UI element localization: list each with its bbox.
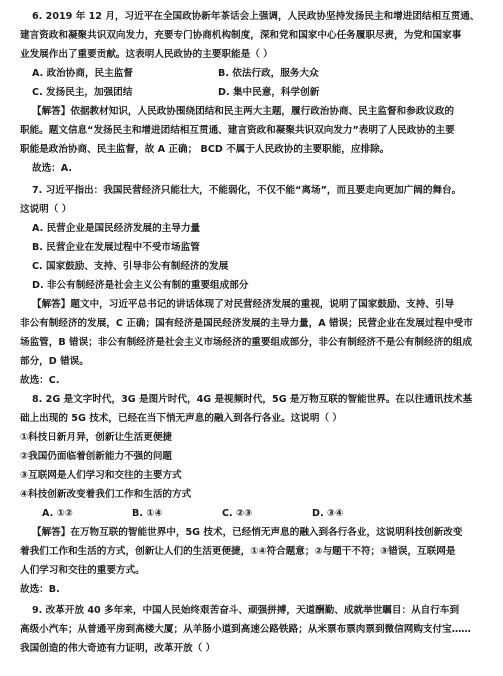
- q8-analysis-line-1: 【解答】在万物互联的智能世界中，5G 技术，已经悄无声息的融入到各行各业，这说明科技创新改变: [32, 527, 463, 538]
- q7-analysis-line-2: 非公有制经济的发展，C 正确；国有经济是国民经济发展的主导力量，A 错误；民营企业在发展过程中受市: [20, 318, 473, 329]
- q6-option-c: C. 发扬民主，加强团结: [32, 87, 133, 98]
- q8-statement-1: ①科技日新月异，创新让生活更便捷: [20, 432, 173, 443]
- q8-statement-3: ③互联网是人们学习和交往的主要方式: [20, 470, 182, 481]
- q8-statement-2: ②我国仍面临着创新能力不强的问题: [20, 451, 173, 462]
- q8-stem-line-1: 8. 2G 是文字时代，3G 是图片时代，4G 是视频时代，5G 是万物互联的智能世界。在以往通讯技术基: [32, 394, 473, 405]
- q8-option-d: D. ③④: [312, 508, 344, 519]
- q6-option-d: D. 集中民意，科学创新: [218, 87, 320, 98]
- q6-analysis-line-1: 【解答】依据教材知识，人民政协围绕团结和民主两大主题，履行政治协商、民主监督和参政议政的: [32, 106, 455, 117]
- q8-option-c: C. ②③: [222, 508, 253, 519]
- q7-analysis-line-1: 【解答】题文中，习近平总书记的讲话体现了对民营经济发展的重视，说明了国家鼓励、支持、引导: [32, 299, 455, 310]
- q8-analysis-line-2: 着我们工作和生活的方式，创新让人们的生活更便捷，①④符合题意；②与题干不符；③错误，互联网是: [20, 546, 456, 557]
- q7-stem-line-1: 7. 习近平指出：我国民营经济只能壮大，不能弱化，不仅不能“离场”，而且要走向更加广阔的舞台。: [32, 185, 462, 196]
- q8-statement-4: ④科技创新改变着我们工作和生活的方式: [20, 489, 192, 500]
- q7-option-d: D. 非公有制经济是社会主义公有制的重要组成部分: [32, 280, 249, 291]
- q6-stem-line-3: 业发展作出了重要贡献。这表明人民政协的主要职能是（ ）: [20, 49, 273, 60]
- q6-answer: 故选：A.: [32, 163, 73, 174]
- q9-stem-line-2: 高级小汽车；从普通平房到高楼大厦；从羊肠小道到高速公路铁路；从米票布票肉票到微信网购支付宝……: [20, 624, 471, 635]
- q9-stem-line-3: 我国创造的伟大奇迹有力证明，改革开放（ ）: [20, 643, 216, 654]
- q7-analysis-line-4: 部分，D 错误。: [20, 356, 89, 367]
- q8-answer: 故选：B.: [20, 584, 60, 595]
- q6-analysis-line-2: 职能。题文信息“发扬民主和增进团结相互贯通、建言资政和凝聚共识双向发力”表明了人民政协的主要: [20, 125, 455, 136]
- q9-stem-line-1: 9. 改革开放 40 多年来，中国人民始终艰苦奋斗、顽强拼搏，天道酬勤、成就举世瞩目：从自行车到: [32, 605, 460, 616]
- q7-answer: 故选：C.: [20, 375, 60, 386]
- q6-stem-line-2: 建言资政和凝聚共识双向发力，充要专门协商机构制度，深和党和国家中心任务履职尽责，为党和国家事: [20, 30, 462, 41]
- q6-option-b: B. 依法行政，服务大众: [218, 68, 319, 79]
- q8-stem-line-2: 础上出现的 5G 技术，已经在当下悄无声息的融入到各行各业。这说明（ ）: [20, 413, 342, 424]
- q7-analysis-line-3: 场监管，B 错误；非公有制经济是社会主义市场经济的重要组成部分，非公有制经济不是公有制经济的组成: [20, 337, 472, 348]
- q8-option-a: A. ①②: [42, 508, 73, 519]
- q7-option-b: B. 民营企业在发展过程中不受市场监管: [32, 242, 200, 253]
- q6-option-a: A. 政治协商，民主监督: [32, 68, 133, 79]
- q7-option-c: C. 国家鼓励、支持、引导非公有制经济的发展: [32, 261, 229, 272]
- q6-analysis-line-3: 职能是政治协商、民主监督，故 A 正确； BCD 不属于人民政协的主要职能，应排除。: [20, 144, 390, 155]
- q6-stem-line-1: 6. 2019 年 12 月，习近平在全国政协新年茶话会上强调，人民政协坚持发扬民主和增进团结相互贯通、: [32, 11, 480, 22]
- q8-analysis-line-3: 人们学习和交往的重要方式。: [20, 565, 145, 576]
- q8-option-b: B. ①④: [132, 508, 163, 519]
- q7-stem-line-2: 这说明（ ）: [20, 204, 72, 215]
- q7-option-a: A. 民营企业是国民经济发展的主导力量: [32, 223, 201, 234]
